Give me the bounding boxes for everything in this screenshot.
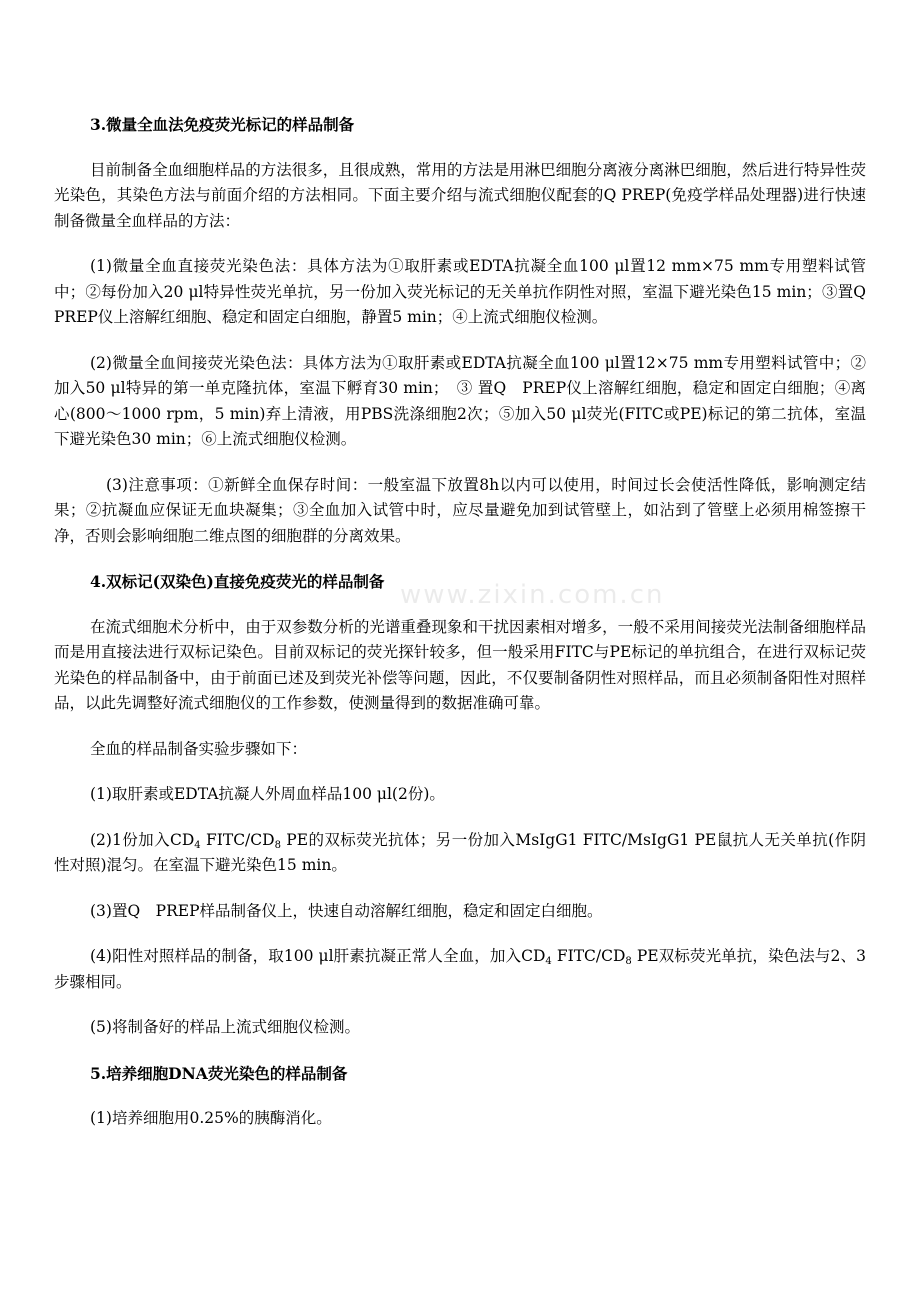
paragraph: (5)将制备好的样品上流式细胞仪检测。 — [90, 1018, 360, 1036]
paragraph: (1)培养细胞用0.25%的胰酶消化。 — [90, 1109, 332, 1127]
section-heading-5: 5.培养细胞DNA荧光染色的样品制备 — [90, 1063, 348, 1083]
paragraph: 在流式细胞术分析中，由于双参数分析的光谱重叠现象和干扰因素相对增多，一般不采用间接荧光法制备细胞样品而是用直接法进行双标记染色。目前双标记的荧光探针较多，但一般采用FITC与PE标记的单抗组合，在进行双标记荧光染色的样品制备中，由于前面已述及到荧光补偿等问题，因此，不仅要制备阴性对照样品，而且必须制备阳性对照样品，以此先调整好流式细胞仪的工作参数，使测量得到的数据准确可靠。 — [54, 617, 866, 712]
watermark: www.zixin.com.cn — [400, 580, 665, 610]
paragraph: (1)取肝素或EDTA抗凝人外周血样品100 μl(2份)。 — [90, 785, 445, 803]
paragraph: (1)微量全血直接荧光染色法：具体方法为①取肝素或EDTA抗凝全血100 μl置12 mm×75 mm专用塑料试管中；②每份加入20 μl特异性荧光单抗，另一份加入荧光标记的无关单抗作阴性对照，室温下避光染色15 min；③置Q PREP仪上溶解红细胞、稳定和固定白细胞，静置5 min；④上流式细胞仪检测。 — [54, 257, 866, 326]
section-heading-4: 4.双标记(双染色)直接免疫荧光的样品制备 — [90, 572, 385, 591]
paragraph: 全血的样品制备实验步骤如下： — [90, 739, 308, 758]
paragraph: 目前制备全血细胞样品的方法很多，且很成熟，常用的方法是用淋巴细胞分离液分离淋巴细胞，然后进行特异性荧光染色，其染色方法与前面介绍的方法相同。下面主要介绍与流式细胞仪配套的Q PREP(免疫学样品处理器)进行快速制备微量全血样品的方法： — [54, 160, 866, 230]
paragraph: (4)阳性对照样品的制备，取100 μl肝素抗凝正常人全血，加入$CD_4$ FITC/$CD_8$ PE双标荧光单抗，染色法与2、3步骤相同。 — [54, 947, 866, 991]
section-heading-3: 3.微量全血法免疫荧光标记的样品制备 — [90, 115, 355, 134]
document-body — [54, 112, 866, 1152]
paragraph: (2)1份加入$CD_4$ FITC/$CD_8$ PE的双标荧光抗体；另一份加入MsIgG1 FITC/MsIgG1 PE鼠抗人无关单抗(作阴性对照)混匀。在室温下避光染色15 min。 — [54, 830, 867, 874]
paragraph: (2)微量全血间接荧光染色法：具体方法为①取肝素或EDTA抗凝全血100 μl置12×75 mm专用塑料试管中；②加入50 μl特异的第一单克隆抗体，室温下孵育30 min； ③ 置Q PREP仪上溶解红细胞，稳定和固定白细胞；④离心(800～1000 rpm，5 min)弃上清液，用PBS洗涤细胞2次；⑤加入50 μl荧光(FITC或PE)标记的第二抗体，室温下避光染色30 min；⑥上流式细胞仪检测。 — [54, 353, 866, 448]
paragraph: (3)注意事项：①新鲜全血保存时间：一般室温下放置8h以内可以使用，时间过长会使活性降低，影响测定结果；②抗凝血应保证无血块凝集；③全血加入试管中时，应尽量避免加到试管壁上，如沾到了管壁上必须用棉签擦干净，否则会影响细胞二维点图的细胞群的分离效果。 — [54, 475, 866, 545]
paragraph: (3)置Q PREP样品制备仪上，快速自动溶解红细胞，稳定和固定白细胞。 — [90, 901, 603, 920]
